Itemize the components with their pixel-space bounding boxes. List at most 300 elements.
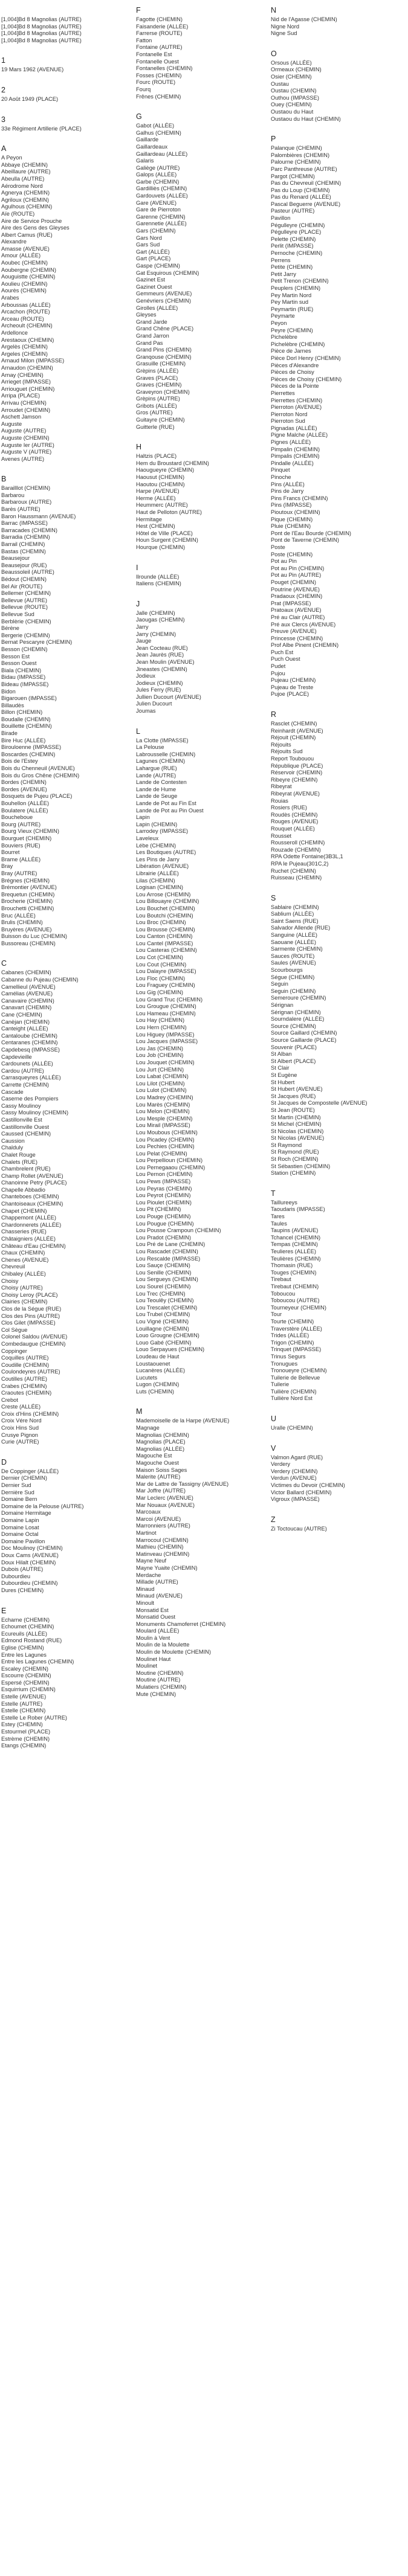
street-entry[interactable]: Magnolias (CHEMIN): [136, 1431, 189, 1438]
street-entry[interactable]: Bideau (IMPASSE): [1, 681, 49, 687]
street-entry[interactable]: Clos des Pins (AUTRE): [1, 1312, 60, 1319]
street-entry[interactable]: Lou Hern (CHEMIN): [136, 1024, 187, 1030]
street-entry[interactable]: Lou Jouquet (CHEMIN): [136, 1059, 195, 1065]
street-entry[interactable]: Lou Grougue (CHEMIN): [136, 1003, 196, 1010]
street-entry[interactable]: Pièces de la Pointe: [271, 383, 319, 390]
street-entry[interactable]: Moulard (ALLÉE): [136, 1628, 180, 1634]
street-entry[interactable]: Lou Bouchet (CHEMIN): [136, 905, 195, 911]
street-entry[interactable]: Caussion: [1, 1137, 25, 1144]
street-entry[interactable]: Cassy Moulinoy (CHEMIN): [1, 1110, 69, 1116]
street-entry[interactable]: Moulin de Moulette (CHEMIN): [136, 1649, 211, 1656]
street-entry[interactable]: Tuilière (CHEMIN): [271, 1388, 317, 1395]
street-entry[interactable]: Gare de Pierroton: [136, 207, 181, 213]
street-entry[interactable]: Cascade: [1, 1088, 24, 1095]
street-entry[interactable]: Sauces (ROUTE): [271, 952, 315, 959]
street-entry[interactable]: Mayne Neuf: [136, 1558, 167, 1564]
street-entry[interactable]: Réjouits: [271, 741, 291, 748]
street-entry[interactable]: Graveyron (CHEMIN): [136, 388, 190, 395]
street-entry[interactable]: Haougueyre (CHEMIN): [136, 467, 195, 474]
street-entry[interactable]: Magnage: [136, 1425, 160, 1431]
street-entry[interactable]: Domaine Lapin: [1, 1517, 39, 1523]
street-entry[interactable]: Baron Haussmann (AVENUE): [1, 513, 76, 519]
street-entry[interactable]: Bruc (ALLÉE): [1, 912, 36, 919]
street-entry[interactable]: Lou Peyras (CHEMIN): [136, 1185, 192, 1192]
street-entry[interactable]: Croix Vére Nord: [1, 1418, 42, 1424]
street-entry[interactable]: Hermitage: [136, 516, 162, 522]
street-entry[interactable]: Lou Lulot (CHEMIN): [136, 1087, 187, 1094]
street-entry[interactable]: Pignadas (ALLÉE): [271, 425, 317, 431]
street-entry[interactable]: Jean Cocteau (RUE): [136, 644, 188, 651]
street-entry[interactable]: Chardonnerets (ALLÉE): [1, 1221, 62, 1228]
street-entry[interactable]: Chapelle Abbadio: [1, 1186, 45, 1193]
street-entry[interactable]: Agnerya (CHEMIN): [1, 190, 50, 196]
street-entry[interactable]: Chasseries (RUE): [1, 1229, 47, 1235]
street-entry[interactable]: Brouchetti (CHEMIN): [1, 905, 54, 911]
street-entry[interactable]: Jarry: [136, 623, 149, 630]
street-entry[interactable]: Haoutou (CHEMIN): [136, 481, 185, 487]
street-entry[interactable]: Gars Sud: [136, 242, 160, 248]
street-entry[interactable]: Besson Ouest: [1, 660, 37, 667]
street-entry[interactable]: Pavillon: [271, 215, 291, 222]
street-entry[interactable]: Bel Air (ROUTE): [1, 583, 43, 589]
street-entry[interactable]: Lou Senille (CHEMIN): [136, 1269, 192, 1276]
street-entry[interactable]: Agulhous (CHEMIN): [1, 204, 53, 210]
street-entry[interactable]: Crusye Pignon: [1, 1431, 38, 1438]
street-entry[interactable]: Frênes (CHEMIN): [136, 93, 181, 100]
street-entry[interactable]: Argelès (CHEMIN): [1, 344, 48, 350]
street-entry[interactable]: Garennetie (ALLÉE): [136, 220, 187, 227]
street-entry[interactable]: Jaougas (CHEMIN): [136, 617, 185, 623]
street-entry[interactable]: Malerite (AUTRE): [136, 1474, 181, 1480]
street-entry[interactable]: Trigon (CHEMIN): [271, 1339, 314, 1346]
street-entry[interactable]: Moulinet Haut: [136, 1656, 171, 1662]
street-entry[interactable]: Gleyses: [136, 312, 157, 318]
street-entry[interactable]: Etangs (CHEMIN): [1, 1742, 47, 1749]
street-entry[interactable]: Coppinger: [1, 1347, 27, 1354]
street-entry[interactable]: Pièce de Jarnes: [271, 348, 311, 355]
street-entry[interactable]: Berblèrie (CHEMIN): [1, 618, 51, 625]
street-entry[interactable]: Rouias: [271, 797, 288, 804]
street-entry[interactable]: Lou Rescalde (IMPASSE): [136, 1255, 201, 1262]
street-entry[interactable]: Rouzade (CHEMIN): [271, 846, 321, 853]
street-entry[interactable]: Chalet Rouge: [1, 1151, 36, 1158]
street-entry[interactable]: Haousut (CHEMIN): [136, 474, 185, 481]
street-entry[interactable]: Palanque (CHEMIN): [271, 145, 322, 152]
street-entry[interactable]: Marcoi (AVENUE): [136, 1515, 181, 1522]
street-entry[interactable]: Galaris: [136, 158, 154, 164]
street-entry[interactable]: Crebot: [1, 1396, 18, 1403]
street-entry[interactable]: Rousseroll (CHEMIN): [271, 840, 325, 846]
street-entry[interactable]: Ruisseau (CHEMIN): [271, 875, 322, 881]
street-entry[interactable]: Thomasin (RUE): [271, 1262, 313, 1269]
street-entry[interactable]: Lou Pit (CHEMIN): [136, 1206, 181, 1213]
street-entry[interactable]: Pey Martin Nord: [271, 292, 312, 298]
street-entry[interactable]: Lucutets: [136, 1374, 158, 1381]
street-entry[interactable]: Lou Arrose (CHEMIN): [136, 891, 191, 898]
street-entry[interactable]: Graves (PLACE): [136, 374, 178, 381]
street-entry[interactable]: Lou Peyrot (CHEMIN): [136, 1192, 191, 1199]
street-entry[interactable]: Orsous (ALLÉE): [271, 59, 312, 66]
street-entry[interactable]: Verdery: [271, 1461, 291, 1468]
street-entry[interactable]: Escaley (CHEMIN): [1, 1665, 48, 1672]
street-entry[interactable]: Taules: [271, 1220, 287, 1227]
street-entry[interactable]: Pelette (CHEMIN): [271, 236, 316, 242]
street-entry[interactable]: Cardou (AUTRE): [1, 1067, 44, 1074]
street-entry[interactable]: Mulatiers (CHEMIN): [136, 1684, 187, 1691]
street-entry[interactable]: Rasclet (CHEMIN): [271, 721, 317, 727]
street-entry[interactable]: Moutine (AUTRE): [136, 1677, 181, 1683]
street-entry[interactable]: Gardouvets (ALLÉE): [136, 193, 188, 199]
street-entry[interactable]: St Raymond: [271, 1142, 302, 1148]
street-entry[interactable]: Loustaouenet: [136, 1360, 170, 1367]
street-entry[interactable]: Echoumet (CHEMIN): [1, 1624, 54, 1630]
street-entry[interactable]: Brame (ALLÉE): [1, 856, 41, 862]
street-entry[interactable]: Larrodey (IMPASSE): [136, 828, 189, 835]
street-entry[interactable]: Scourbourgs: [271, 967, 303, 974]
street-entry[interactable]: Lou Jas (CHEMIN): [136, 1045, 184, 1052]
street-entry[interactable]: Doc Moulinoy (CHEMIN): [1, 1545, 63, 1552]
street-entry[interactable]: Lou Sergueys (CHEMIN): [136, 1276, 198, 1283]
street-entry[interactable]: Pignes (ALLÉE): [271, 439, 311, 446]
street-entry[interactable]: Ilrounde (ALLÉE): [136, 573, 180, 580]
street-entry[interactable]: Cardounets (ALLÉE): [1, 1061, 53, 1067]
street-entry[interactable]: Martinot: [136, 1529, 157, 1536]
street-entry[interactable]: RPA Odette Fontaine(3B3L,1: [271, 853, 343, 860]
street-entry[interactable]: Barradia (CHEMIN): [1, 534, 50, 541]
street-entry[interactable]: Bérène: [1, 625, 19, 632]
street-entry[interactable]: Nid de l'Agasse (CHEMIN): [271, 16, 337, 22]
street-entry[interactable]: Coulondeyres (AUTRE): [1, 1369, 60, 1375]
street-entry[interactable]: Lou Moubous (CHEMIN): [136, 1129, 198, 1135]
street-entry[interactable]: Ribeyrat: [271, 783, 292, 790]
street-entry[interactable]: Lahargue (RUE): [136, 765, 177, 772]
street-entry[interactable]: Graves (CHEMIN): [136, 382, 182, 388]
street-entry[interactable]: Birade: [1, 730, 18, 737]
street-entry[interactable]: Gars (CHEMIN): [136, 228, 176, 234]
street-entry[interactable]: Lande de Contesten: [136, 779, 187, 786]
street-entry[interactable]: Pas du Chevreuil (CHEMIN): [271, 180, 342, 187]
street-entry[interactable]: Camellieul (AVENUE): [1, 983, 56, 990]
street-entry[interactable]: Houn Surgent (CHEMIN): [136, 537, 198, 544]
street-entry[interactable]: Labrousselle (CHEMIN): [136, 751, 196, 757]
street-entry[interactable]: Minaud (AVENUE): [136, 1593, 183, 1599]
street-entry[interactable]: Seguin (CHEMIN): [271, 988, 316, 994]
street-entry[interactable]: Castillonville Ouest: [1, 1123, 50, 1130]
street-entry[interactable]: Ardellonce: [1, 330, 28, 336]
street-entry[interactable]: Peyre (CHEMIN): [271, 327, 313, 333]
street-entry[interactable]: Genévriers (CHEMIN): [136, 297, 191, 304]
street-entry[interactable]: Amour (ALLÉE): [1, 252, 41, 259]
street-entry[interactable]: Bouillette (CHEMIN): [1, 723, 52, 730]
street-entry[interactable]: Amasse (AVENUE): [1, 245, 50, 252]
street-entry[interactable]: Guitayre (CHEMIN): [136, 417, 185, 423]
street-entry[interactable]: Barès (AUTRE): [1, 506, 40, 513]
street-entry[interactable]: Bourg Vieux (CHEMIN): [1, 828, 59, 835]
street-entry[interactable]: Canavart (CHEMIN): [1, 1004, 52, 1011]
street-entry[interactable]: Domaine de la Pelouse (AUTRE): [1, 1503, 84, 1509]
street-entry[interactable]: Gazinet Ouest: [136, 283, 172, 290]
street-entry[interactable]: Chaux (CHEMIN): [1, 1250, 45, 1256]
street-entry[interactable]: Cabanes (CHEMIN): [1, 969, 51, 976]
street-entry[interactable]: Gare (AVENUE): [136, 199, 176, 206]
street-entry[interactable]: Gart (PLACE): [136, 255, 171, 262]
street-entry[interactable]: Chambrelent (RUE): [1, 1166, 51, 1172]
street-entry[interactable]: Rouquet (ALLÉE): [271, 825, 315, 832]
street-entry[interactable]: Gribots (ALLÉE): [136, 402, 177, 409]
street-entry[interactable]: Colonel Saldou (AVENUE): [1, 1334, 68, 1340]
street-entry[interactable]: Arroudet (CHEMIN): [1, 406, 51, 413]
street-entry[interactable]: Caussed (CHEMIN): [1, 1131, 51, 1137]
street-entry[interactable]: Tronugues: [271, 1360, 298, 1367]
street-entry[interactable]: Lou Sauçe (CHEMIN): [136, 1262, 190, 1269]
street-entry[interactable]: Salvador Allende (RUE): [271, 925, 331, 931]
street-entry[interactable]: Toboucou: [271, 1290, 296, 1297]
street-entry[interactable]: Auguste: [1, 420, 22, 427]
street-entry[interactable]: Pargot (CHEMIN): [271, 173, 315, 179]
street-entry[interactable]: Prof Albe Pinent (CHEMIN): [271, 642, 339, 649]
street-entry[interactable]: Domaine Octal: [1, 1531, 39, 1538]
street-entry[interactable]: Argeles (CHEMIN): [1, 350, 48, 357]
street-entry[interactable]: Barbarou: [1, 492, 25, 498]
street-entry[interactable]: Hourque (CHEMIN): [136, 544, 186, 550]
street-entry[interactable]: Moulinet: [136, 1663, 158, 1669]
street-entry[interactable]: Estourmel (PLACE): [1, 1729, 51, 1735]
street-entry[interactable]: Bellevue (AUTRE): [1, 597, 47, 603]
street-entry[interactable]: Edmond Rostand (RUE): [1, 1637, 62, 1644]
street-entry[interactable]: St Michel (CHEMIN): [271, 1121, 322, 1128]
street-entry[interactable]: Lou Billouayre (CHEMIN): [136, 898, 199, 905]
street-entry[interactable]: Fontanelle Est: [136, 51, 172, 57]
street-entry[interactable]: Lou Hay (CHEMIN): [136, 1017, 185, 1024]
street-entry[interactable]: Ormeaux (CHEMIN): [271, 66, 322, 73]
street-entry[interactable]: Aïe (ROUTE): [1, 210, 35, 217]
street-entry[interactable]: Hôtel de Ville (PLACE): [136, 530, 193, 536]
street-entry[interactable]: Châtaigniers (ALLÉE): [1, 1236, 56, 1242]
street-entry[interactable]: Uralle (CHEMIN): [271, 1425, 313, 1431]
street-entry[interactable]: Bruyères (AVENUE): [1, 926, 52, 933]
street-entry[interactable]: Lou Mirail (IMPASSE): [136, 1122, 190, 1129]
street-entry[interactable]: Coudille (CHEMIN): [1, 1361, 50, 1368]
street-entry[interactable]: Pimpalis (CHEMIN): [271, 453, 320, 460]
street-entry[interactable]: Domaine Hermitage: [1, 1510, 51, 1517]
street-entry[interactable]: St Alban: [271, 1051, 292, 1058]
street-entry[interactable]: Girolles (ALLÉE): [136, 304, 178, 311]
street-entry[interactable]: Harpe (AVENUE): [136, 488, 180, 495]
street-entry[interactable]: Pas du Renard (ALLÉE): [271, 194, 331, 201]
street-entry[interactable]: Puch Ouest: [271, 656, 300, 663]
street-entry[interactable]: Chanteboes (CHEMIN): [1, 1193, 59, 1200]
street-entry[interactable]: Pujeau de Treste: [271, 684, 314, 690]
street-entry[interactable]: Seguin: [271, 981, 288, 988]
street-entry[interactable]: Fourc (ROUTE): [136, 79, 176, 86]
street-entry[interactable]: Lou Cantel (IMPASSE): [136, 940, 193, 946]
street-entry[interactable]: Aourès (CHEMIN): [1, 287, 47, 294]
street-entry[interactable]: Roudès (CHEMIN): [271, 811, 318, 818]
street-entry[interactable]: Zi Toctoucau (AUTRE): [271, 1525, 327, 1532]
street-entry[interactable]: Lou Picadey (CHEMIN): [136, 1136, 195, 1143]
street-entry[interactable]: Espersé (CHEMIN): [1, 1679, 50, 1686]
street-entry[interactable]: Abeulla (AUTRE): [1, 175, 45, 182]
street-entry[interactable]: Sablaire (CHEMIN): [271, 904, 319, 910]
street-entry[interactable]: Sablium (ALLÉE): [271, 911, 314, 917]
street-entry[interactable]: Lou Cout (CHEMIN): [136, 961, 187, 968]
street-entry[interactable]: Cantaloube (CHEMIN): [1, 1032, 58, 1039]
street-entry[interactable]: Curie (AUTRE): [1, 1439, 39, 1445]
street-entry[interactable]: Herme (ALLÉE): [136, 495, 176, 501]
street-entry[interactable]: St Martin (CHEMIN): [271, 1114, 321, 1120]
street-entry[interactable]: Arceau (ROUTE): [1, 315, 44, 322]
street-entry[interactable]: Lou Dalayre (IMPASSE): [136, 968, 196, 975]
street-entry[interactable]: Bire Huc (ALLÉE): [1, 737, 46, 744]
street-entry[interactable]: Sérignan: [271, 1002, 294, 1008]
street-entry[interactable]: Mar Nouaux (AVENUE): [136, 1502, 195, 1508]
street-entry[interactable]: Bouhellon (ALLÉE): [1, 800, 50, 806]
street-entry[interactable]: Monsatid Ouest: [136, 1614, 176, 1620]
street-entry[interactable]: [1,004]Bd 8 Magnolias (AUTRE): [1, 37, 82, 43]
street-entry[interactable]: Lou Pougue (CHEMIN): [136, 1220, 194, 1227]
street-entry[interactable]: Estelle (CHEMIN): [1, 1707, 46, 1714]
street-entry[interactable]: Matinveau (CHEMIN): [136, 1550, 190, 1557]
street-entry[interactable]: Brémontier (AVENUE): [1, 884, 57, 891]
street-entry[interactable]: Guitterle (RUE): [136, 423, 175, 430]
street-entry[interactable]: Croix Hins Sud: [1, 1425, 39, 1431]
street-entry[interactable]: Heummerc (AUTRE): [136, 502, 188, 509]
street-entry[interactable]: Arboussas (ALLÉE): [1, 301, 51, 308]
street-entry[interactable]: Bussoreau (CHEMIN): [1, 940, 56, 946]
street-entry[interactable]: Pluie (CHEMIN): [271, 523, 311, 530]
street-entry[interactable]: Lande de Seuge: [136, 793, 178, 800]
street-entry[interactable]: Arrieget (IMPASSE): [1, 379, 51, 385]
street-entry[interactable]: Grèpins (ALLÉE): [136, 367, 179, 374]
street-entry[interactable]: Grand Jarde: [136, 318, 167, 325]
street-entry[interactable]: Princesse (CHEMIN): [271, 635, 323, 641]
street-entry[interactable]: Dernier (CHEMIN): [1, 1475, 47, 1482]
street-entry[interactable]: Pimpalin (CHEMIN): [271, 446, 320, 452]
street-entry[interactable]: Gemmeurs (AVENUE): [136, 291, 192, 297]
street-entry[interactable]: Tempas (CHEMIN): [271, 1241, 318, 1248]
street-entry[interactable]: Estelle (AUTRE): [1, 1700, 43, 1707]
street-entry[interactable]: Lou Gig (CHEMIN): [136, 989, 184, 996]
street-entry[interactable]: St Eugène: [271, 1071, 297, 1078]
street-entry[interactable]: Mute (CHEMIN): [136, 1691, 176, 1697]
street-entry[interactable]: Arcachon (ROUTE): [1, 309, 50, 315]
street-entry[interactable]: Pey Martin sud: [271, 299, 309, 306]
street-entry[interactable]: Lou Brousse (CHEMIN): [136, 926, 195, 933]
street-entry[interactable]: Lapin (CHEMIN): [136, 821, 178, 827]
street-entry[interactable]: Castillonville Est: [1, 1116, 42, 1123]
street-entry[interactable]: Gaillardeau (ALLÉE): [136, 150, 188, 157]
street-entry[interactable]: Aire de Service Prouche: [1, 217, 62, 224]
street-entry[interactable]: Peuplers (CHEMIN): [271, 285, 321, 291]
street-entry[interactable]: Pindalle (ALLÉE): [271, 460, 314, 466]
street-entry[interactable]: Les Boutiques (AUTRE): [136, 849, 196, 856]
street-entry[interactable]: Mar Leclerc (AVENUE): [136, 1495, 193, 1501]
street-entry[interactable]: Pigne Malche (ALLÉE): [271, 432, 328, 438]
street-entry[interactable]: Farrerse (ROUTE): [136, 30, 183, 37]
street-entry[interactable]: Château d'Eau (CHEMIN): [1, 1242, 66, 1249]
street-entry[interactable]: Auguste Ier (AUTRE): [1, 442, 54, 448]
street-entry[interactable]: Marrocoul (CHEMIN): [136, 1537, 189, 1543]
street-entry[interactable]: Louo Gabé (CHEMIN): [136, 1339, 192, 1346]
street-entry[interactable]: Arabes: [1, 295, 19, 301]
street-entry[interactable]: Pasteur (AUTRE): [271, 208, 315, 214]
street-entry[interactable]: Pratoaux (AVENUE): [271, 607, 322, 614]
street-entry[interactable]: Cane (CHEMIN): [1, 1012, 42, 1018]
street-entry[interactable]: St Jean (ROUTE): [271, 1107, 315, 1113]
street-entry[interactable]: Valmon Agard (RUE): [271, 1454, 323, 1460]
street-entry[interactable]: Pradaoux (CHEMIN): [271, 593, 323, 600]
street-entry[interactable]: Sarmente (CHEMIN): [271, 946, 323, 952]
street-entry[interactable]: Saouane (ALLÉE): [271, 939, 316, 945]
street-entry[interactable]: Toboucou (AUTRE): [271, 1297, 320, 1304]
street-entry[interactable]: Pascal Beguerre (AVENUE): [271, 201, 341, 207]
street-entry[interactable]: Report Toubouou: [271, 756, 314, 762]
street-entry[interactable]: Moutine (CHEMIN): [136, 1669, 184, 1676]
street-entry[interactable]: Clos de la Ségue (RUE): [1, 1305, 62, 1312]
street-entry[interactable]: Gaspe (CHEMIN): [136, 263, 180, 269]
street-entry[interactable]: Carrette (CHEMIN): [1, 1081, 50, 1088]
street-entry[interactable]: Lou Grand Truc (CHEMIN): [136, 996, 203, 1003]
street-entry[interactable]: Arestaoux (CHEMIN): [1, 336, 54, 343]
street-entry[interactable]: Bellemer (CHEMIN): [1, 590, 51, 597]
street-entry[interactable]: Gardilliès (CHEMIN): [136, 185, 187, 192]
street-entry[interactable]: Haut de Pelloton (AUTRE): [136, 509, 202, 515]
street-entry[interactable]: Chibaley (ALLÉE): [1, 1271, 46, 1277]
street-entry[interactable]: Bois de l'Estey: [1, 758, 38, 765]
street-entry[interactable]: Lou Lilot (CHEMIN): [136, 1080, 185, 1087]
street-entry[interactable]: Perrens: [271, 257, 291, 263]
street-entry[interactable]: Perlit (IMPASSE): [271, 243, 314, 249]
street-entry[interactable]: Lou Higuey (IMPASSE): [136, 1031, 195, 1038]
street-entry[interactable]: Bernat Pescaryre (CHEMIN): [1, 639, 73, 646]
street-entry[interactable]: St Nicolas (CHEMIN): [271, 1128, 324, 1134]
street-entry[interactable]: Pont de l'Eau Bourde (CHEMIN): [271, 530, 352, 536]
street-entry[interactable]: Hem du Broustard (CHEMIN): [136, 460, 209, 466]
street-entry[interactable]: Réjouit (CHEMIN): [271, 734, 316, 741]
street-entry[interactable]: Pot au Pin (CHEMIN): [271, 565, 325, 571]
street-entry[interactable]: Aouguistte (CHEMIN): [1, 274, 56, 280]
street-entry[interactable]: Auguste V (AUTRE): [1, 449, 52, 455]
street-entry[interactable]: Pièce Dorl Henry (CHEMIN): [271, 355, 341, 361]
street-entry[interactable]: Trinus Segurs: [271, 1353, 306, 1360]
street-entry[interactable]: Esquirrium (CHEMIN): [1, 1686, 56, 1693]
street-entry[interactable]: Choisy Leroy (PLACE): [1, 1291, 58, 1298]
street-entry[interactable]: [1,004]Bd 8 Magnolias (AUTRE): [1, 16, 82, 22]
street-entry[interactable]: Mademoiselle de la Harpe (AVENUE): [136, 1418, 230, 1424]
street-entry[interactable]: Pierroton Nord: [271, 411, 308, 417]
street-entry[interactable]: Entre les Lagunes: [1, 1651, 47, 1658]
street-entry[interactable]: Rosiers (RUE): [271, 805, 307, 811]
street-entry[interactable]: Lou Pernon (CHEMIN): [136, 1171, 193, 1178]
street-entry[interactable]: Chevreuil: [1, 1264, 25, 1270]
street-entry[interactable]: Ouey (CHEMIN): [271, 101, 312, 108]
street-entry[interactable]: Bédout (CHEMIN): [1, 576, 47, 582]
street-entry[interactable]: Pégulleyre (CHEMIN): [271, 222, 325, 228]
street-entry[interactable]: Lou Teoulêy (CHEMIN): [136, 1297, 194, 1304]
street-entry[interactable]: Carrasqueyres (ALLÉE): [1, 1074, 61, 1081]
street-entry[interactable]: Barailllot (CHEMIN): [1, 485, 51, 492]
street-entry[interactable]: Granqouse (CHEMIN): [136, 353, 192, 360]
street-entry[interactable]: Pierrettes: [271, 390, 295, 396]
street-entry[interactable]: Pégulleyre (PLACE): [271, 229, 322, 236]
street-entry[interactable]: Lou Boutchi (CHEMIN): [136, 912, 193, 919]
street-entry[interactable]: Combedaugue (CHEMIN): [1, 1340, 66, 1347]
street-entry[interactable]: Lou Job (CHEMIN): [136, 1052, 184, 1059]
street-entry[interactable]: Capdevieille: [1, 1053, 32, 1060]
street-entry[interactable]: Grasuille (CHEMIN): [136, 361, 186, 367]
street-entry[interactable]: Lou Pré de Lane (CHEMIN): [136, 1241, 206, 1248]
street-entry[interactable]: Pot au Pin: [271, 558, 297, 565]
